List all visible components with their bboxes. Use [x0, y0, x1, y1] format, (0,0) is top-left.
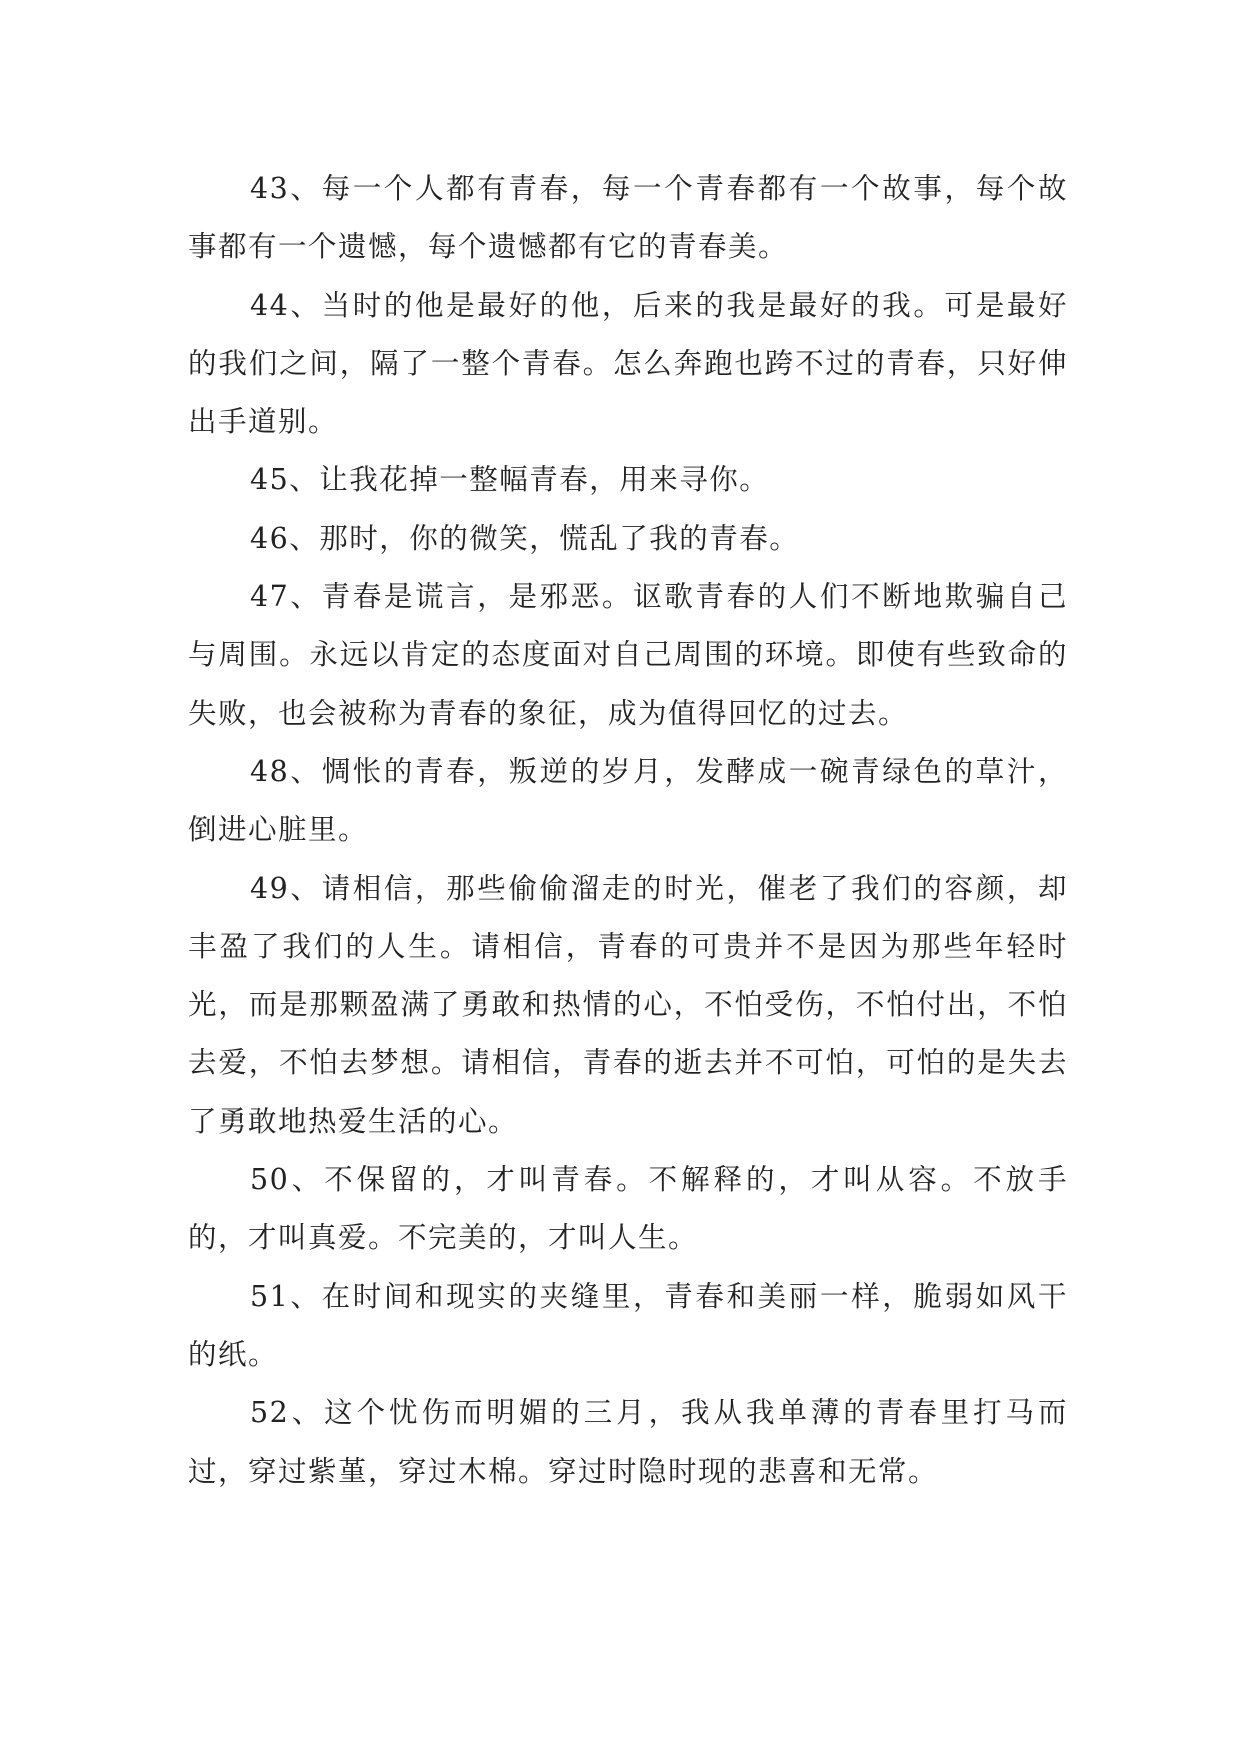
paragraph-43: 43、每一个人都有青春，每一个青春都有一个故事，每个故事都有一个遗憾，每个遗憾都有它的青春美。	[188, 172, 1068, 264]
paragraph-51: 51、在时间和现实的夹缝里，青春和美丽一样，脆弱如风干的纸。	[188, 1279, 1068, 1371]
paragraph-44: 44、当时的他是最好的他，后来的我是最好的我。可是最好的我们之间，隔了一整个青春。怎么奔跑也跨不过的青春，只好伸出手道别。	[188, 288, 1068, 439]
paragraph-52: 52、这个忧伤而明媚的三月，我从我单薄的青春里打马而过，穿过紫堇，穿过木棉。穿过时隐时现的悲喜和无常。	[188, 1396, 1068, 1488]
paragraph-46: 46、那时，你的微笑，慌乱了我的青春。	[250, 521, 800, 555]
paragraph-49: 49、请相信，那些偷偷溜走的时光，催老了我们的容颜，却丰盈了我们的人生。请相信，青春的可贵并不是因为那些年轻时光，而是那颗盈满了勇敢和热情的心，不怕受伤，不怕付出，不怕去爱，不怕去梦想。请相信，青春的逝去并不可怕，可怕的是失去了勇敢地热爱生活的心。	[188, 871, 1068, 1138]
paragraph-45: 45、让我花掉一整幅青春，用来寻你。	[250, 463, 770, 497]
paragraph-50: 50、不保留的，才叫青春。不解释的，才叫从容。不放手的，才叫真爱。不完美的，才叫人生。	[188, 1163, 1068, 1255]
document-body	[188, 160, 1068, 1501]
paragraph-47: 47、青春是谎言，是邪恶。讴歌青春的人们不断地欺骗自己与周围。永远以肯定的态度面对自己周围的环境。即使有些致命的失败，也会被称为青春的象征，成为值得回忆的过去。	[188, 580, 1068, 730]
paragraph-48: 48、惆怅的青春，叛逆的岁月，发酵成一碗青绿色的草汁，倒进心脏里。	[188, 754, 1068, 847]
